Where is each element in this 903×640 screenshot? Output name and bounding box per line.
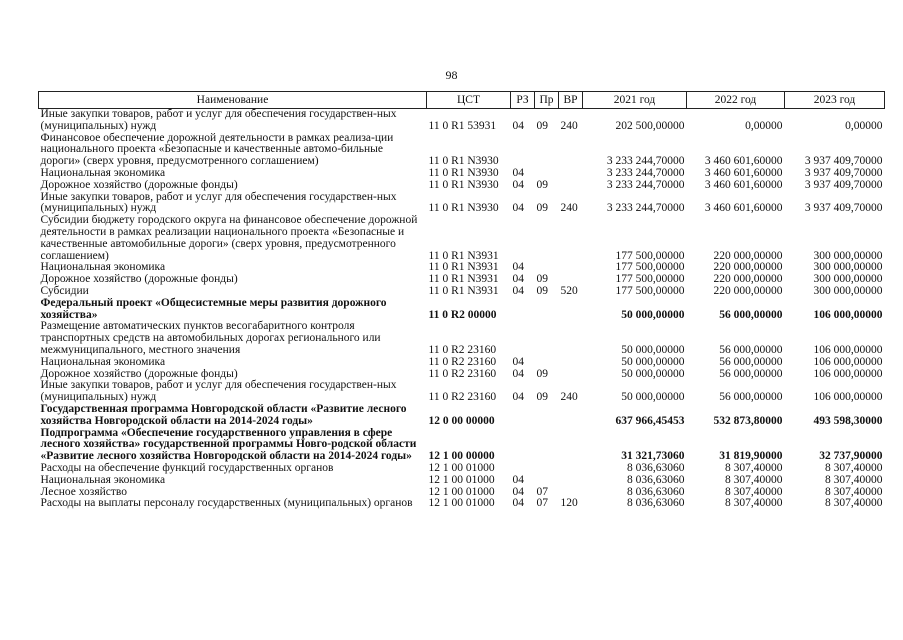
cell-vr — [559, 262, 583, 274]
cell-2022: 220 000,00000 — [713, 249, 783, 262]
cell-rz: 04 — [512, 261, 524, 274]
cell-pr: 09 — [536, 391, 548, 404]
cell-2021: 50 000,00000 — [621, 391, 685, 404]
cell-pr — [535, 215, 559, 262]
cell-cst: 11 0 R2 23160 — [428, 355, 497, 368]
cell-2021: 177 500,00000 — [615, 284, 685, 297]
cell-2021: 50 000,00000 — [621, 355, 685, 368]
cell-2023: 3 937 409,70000 — [804, 178, 883, 191]
cell-2023: 300 000,00000 — [813, 249, 883, 262]
table-row — [39, 298, 885, 322]
cell-2022: 532 873,80000 — [713, 414, 783, 427]
cell-cst: 12 1 00 01000 — [428, 485, 495, 498]
cell-name: Подпрограмма «Обеспечение государственного управления в сфере лесного хозяйства» государственной программы Новго-родской области «Развитие лесного хозяйства Новгородской области на 2014-2024 годы» — [40, 426, 417, 463]
cell-rz — [511, 404, 535, 428]
cell-2022: 220 000,00000 — [713, 284, 783, 297]
cell-cst: 11 0 R2 23160 — [428, 391, 497, 404]
cell-vr — [559, 215, 583, 262]
cell-vr — [559, 180, 583, 192]
table-row — [39, 321, 885, 356]
cell-vr — [559, 133, 583, 168]
cell-rz — [511, 298, 535, 322]
cell-2022: 220 000,00000 — [713, 261, 783, 274]
table-row — [39, 286, 885, 298]
cell-cst: 11 0 R1 N3930 — [428, 166, 499, 179]
cell-name: Государственная программа Новгородской области «Развитие лесного хозяйства Новгородской области на 2014-2024 годы» — [40, 402, 407, 427]
table-row — [39, 463, 885, 475]
cell-2021: 202 500,00000 — [615, 119, 685, 132]
cell-pr — [535, 321, 559, 356]
cell-rz: 04 — [512, 178, 524, 191]
cell-cst: 12 1 00 01000 — [428, 461, 495, 474]
cell-rz: 04 — [512, 473, 524, 486]
cell-cst: 11 0 R1 N3931 — [428, 261, 499, 274]
header-rz: РЗ — [511, 92, 535, 109]
cell-rz: 04 — [512, 284, 524, 297]
cell-rz — [511, 133, 535, 168]
cell-cst: 12 1 00 01000 — [428, 473, 495, 486]
cell-cst: 11 0 R2 23160 — [428, 367, 497, 380]
cell-vr — [559, 357, 583, 369]
cell-rz — [511, 215, 535, 262]
table-row — [39, 168, 885, 180]
cell-2022: 56 000,00000 — [719, 391, 783, 404]
cell-2023: 8 307,40000 — [825, 497, 883, 510]
table-row — [39, 428, 885, 463]
header-pr: Пр — [535, 92, 559, 109]
cell-name: Расходы на обеспечение функций государственных органов — [40, 461, 334, 474]
cell-pr — [535, 133, 559, 168]
cell-cst: 11 0 R2 00000 — [428, 308, 497, 321]
cell-pr: 07 — [536, 497, 548, 510]
cell-cst: 12 0 00 00000 — [428, 414, 495, 427]
cell-2022: 0,00000 — [745, 119, 783, 132]
cell-pr — [535, 357, 559, 369]
cell-cst: 11 0 R1 N3930 — [428, 155, 499, 168]
cell-rz — [511, 321, 535, 356]
cell-pr — [535, 298, 559, 322]
cell-2023: 3 937 409,70000 — [804, 155, 883, 168]
cell-2022: 56 000,00000 — [719, 343, 783, 356]
cell-cst: 11 0 R1 N3930 — [428, 202, 499, 215]
table-row — [39, 357, 885, 369]
cell-2022: 8 307,40000 — [725, 461, 783, 474]
cell-2022: 8 307,40000 — [725, 473, 783, 486]
cell-name: Иные закупки товаров, работ и услуг для обеспечения государствен-ных (муниципальных) нужд — [40, 379, 397, 404]
cell-rz: 04 — [512, 497, 524, 510]
cell-2021: 8 036,63060 — [627, 473, 685, 486]
cell-vr: 240 — [560, 119, 578, 132]
cell-2023: 106 000,00000 — [813, 367, 883, 380]
cell-pr: 09 — [536, 119, 548, 132]
cell-cst: 11 0 R1 N3931 — [428, 284, 499, 297]
cell-2022: 3 460 601,60000 — [704, 166, 783, 179]
cell-vr — [559, 428, 583, 463]
header-2023: 2023 год — [785, 92, 885, 109]
cell-rz: 04 — [512, 391, 524, 404]
cell-2021: 8 036,63060 — [627, 461, 685, 474]
cell-vr — [559, 321, 583, 356]
cell-2023: 300 000,00000 — [813, 273, 883, 286]
header-2021: 2021 год — [583, 92, 687, 109]
cell-2023: 3 937 409,70000 — [804, 202, 883, 215]
cell-2023: 493 598,30000 — [813, 414, 883, 427]
cell-2022: 220 000,00000 — [713, 273, 783, 286]
cell-pr — [535, 428, 559, 463]
cell-2023: 300 000,00000 — [813, 284, 883, 297]
cell-2023: 8 307,40000 — [825, 473, 883, 486]
cell-name: Субсидии бюджету городского округа на финансовое обеспечение дорожной деятельности в рамках реализации национального проекта «Безопасные и качественные автомобильные дороги» (сверх уровня, предусмотренного соглашением) — [40, 214, 418, 262]
cell-2021: 177 500,00000 — [615, 261, 685, 274]
cell-vr: 120 — [560, 497, 578, 510]
cell-name: Расходы на выплаты персоналу государственных (муниципальных) органов — [40, 497, 413, 510]
cell-2021: 8 036,63060 — [627, 497, 685, 510]
cell-name: Национальная экономика — [40, 473, 166, 486]
cell-pr: 09 — [536, 367, 548, 380]
cell-2023: 32 737,90000 — [819, 450, 883, 463]
cell-vr — [559, 369, 583, 381]
cell-2022: 56 000,00000 — [719, 355, 783, 368]
cell-name: Дорожное хозяйство (дорожные фонды) — [40, 178, 238, 191]
cell-name: Дорожное хозяйство (дорожные фонды) — [40, 367, 238, 380]
cell-name: Лесное хозяйство — [40, 485, 128, 498]
cell-2021: 3 233 244,70000 — [606, 155, 685, 168]
cell-name: Финансовое обеспечение дорожной деятельности в рамках реализа-ции национального проекта «Безопасные и качественные автомо-бильные дороги» (сверх уровня, предусмотренного соглашением) — [40, 131, 394, 168]
cell-2021: 3 233 244,70000 — [606, 178, 685, 191]
table-header-row — [39, 92, 885, 109]
cell-2022: 3 460 601,60000 — [704, 178, 783, 191]
cell-cst: 11 0 R1 53931 — [428, 119, 497, 132]
cell-name: Иные закупки товаров, работ и услуг для обеспечения государствен-ных (муниципальных) нужд — [40, 190, 397, 215]
table-row — [39, 475, 885, 487]
table-row — [39, 192, 885, 216]
cell-rz: 04 — [512, 355, 524, 368]
table-row — [39, 109, 885, 133]
cell-2021: 31 321,73060 — [621, 450, 685, 463]
cell-cst: 11 0 R1 N3931 — [428, 273, 499, 286]
cell-vr — [559, 168, 583, 180]
cell-2021: 50 000,00000 — [621, 308, 685, 321]
cell-2021: 50 000,00000 — [621, 367, 685, 380]
cell-rz: 04 — [512, 273, 524, 286]
cell-vr — [559, 463, 583, 475]
cell-2022: 56 000,00000 — [719, 308, 783, 321]
cell-vr: 240 — [560, 391, 578, 404]
cell-vr — [559, 404, 583, 428]
cell-pr — [535, 404, 559, 428]
table-row — [39, 404, 885, 428]
cell-cst: 11 0 R1 N3930 — [428, 178, 499, 191]
cell-vr — [559, 298, 583, 322]
table-row — [39, 215, 885, 262]
cell-name: Субсидии — [40, 284, 89, 297]
cell-2021: 50 000,00000 — [621, 343, 685, 356]
cell-name: Национальная экономика — [40, 166, 166, 179]
cell-2023: 106 000,00000 — [813, 391, 883, 404]
cell-pr: 09 — [536, 202, 548, 215]
cell-pr: 09 — [536, 273, 548, 286]
cell-cst: 12 1 00 00000 — [428, 450, 495, 463]
table-row — [39, 180, 885, 192]
cell-cst: 12 1 00 01000 — [428, 497, 495, 510]
cell-rz: 04 — [512, 119, 524, 132]
cell-2022: 8 307,40000 — [725, 497, 783, 510]
cell-rz: 04 — [512, 485, 524, 498]
cell-2023: 300 000,00000 — [813, 261, 883, 274]
cell-2022: 3 460 601,60000 — [704, 202, 783, 215]
cell-rz: 04 — [512, 202, 524, 215]
cell-2023: 8 307,40000 — [825, 461, 883, 474]
table-row — [39, 380, 885, 404]
cell-2022: 8 307,40000 — [725, 485, 783, 498]
cell-pr: 07 — [536, 485, 548, 498]
cell-pr: 09 — [536, 178, 548, 191]
cell-rz: 04 — [512, 367, 524, 380]
header-vr: ВР — [559, 92, 583, 109]
cell-2023: 3 937 409,70000 — [804, 166, 883, 179]
cell-pr: 09 — [536, 284, 548, 297]
header-name: Наименование — [39, 92, 427, 109]
cell-2023: 106 000,00000 — [813, 308, 883, 321]
cell-rz — [511, 463, 535, 475]
cell-2023: 0,00000 — [845, 119, 883, 132]
budget-table — [38, 91, 885, 510]
cell-rz — [511, 428, 535, 463]
cell-rz: 04 — [512, 166, 524, 179]
cell-2023: 106 000,00000 — [813, 355, 883, 368]
cell-pr — [535, 475, 559, 487]
table-body — [39, 109, 885, 511]
cell-2022: 56 000,00000 — [719, 367, 783, 380]
cell-2023: 106 000,00000 — [813, 343, 883, 356]
cell-vr: 240 — [560, 202, 578, 215]
cell-vr — [559, 475, 583, 487]
page-number: 98 — [445, 68, 458, 82]
cell-2022: 31 819,90000 — [719, 450, 783, 463]
cell-2023: 8 307,40000 — [825, 485, 883, 498]
cell-name: Федеральный проект «Общесистемные меры развития дорожного хозяйства» — [40, 296, 387, 321]
cell-name: Дорожное хозяйство (дорожные фонды) — [40, 273, 238, 286]
table-row — [39, 133, 885, 168]
cell-name: Иные закупки товаров, работ и услуг для обеспечения государствен-ных (муниципальных) нужд — [40, 108, 397, 132]
cell-name: Размещение автоматических пунктов весогабаритного контроля транспортных средств на автомобильных дорогах регионального или межмуниципального, местного значения — [40, 320, 381, 356]
cell-2021: 3 233 244,70000 — [606, 202, 685, 215]
cell-name: Национальная экономика — [40, 355, 166, 368]
cell-vr: 520 — [560, 284, 578, 297]
table-row — [39, 498, 885, 510]
header-2022: 2022 год — [687, 92, 785, 109]
cell-2021: 177 500,00000 — [615, 249, 685, 262]
cell-2022: 3 460 601,60000 — [704, 155, 783, 168]
cell-2021: 8 036,63060 — [627, 485, 685, 498]
cell-2021: 177 500,00000 — [615, 273, 685, 286]
header-cst: ЦСТ — [427, 92, 511, 109]
cell-cst: 11 0 R1 N3931 — [428, 249, 499, 262]
cell-name: Национальная экономика — [40, 261, 166, 274]
cell-2021: 637 966,45453 — [615, 414, 685, 427]
cell-cst: 11 0 R2 23160 — [428, 343, 497, 356]
cell-pr — [535, 168, 559, 180]
cell-2021: 3 233 244,70000 — [606, 166, 685, 179]
cell-pr — [535, 463, 559, 475]
